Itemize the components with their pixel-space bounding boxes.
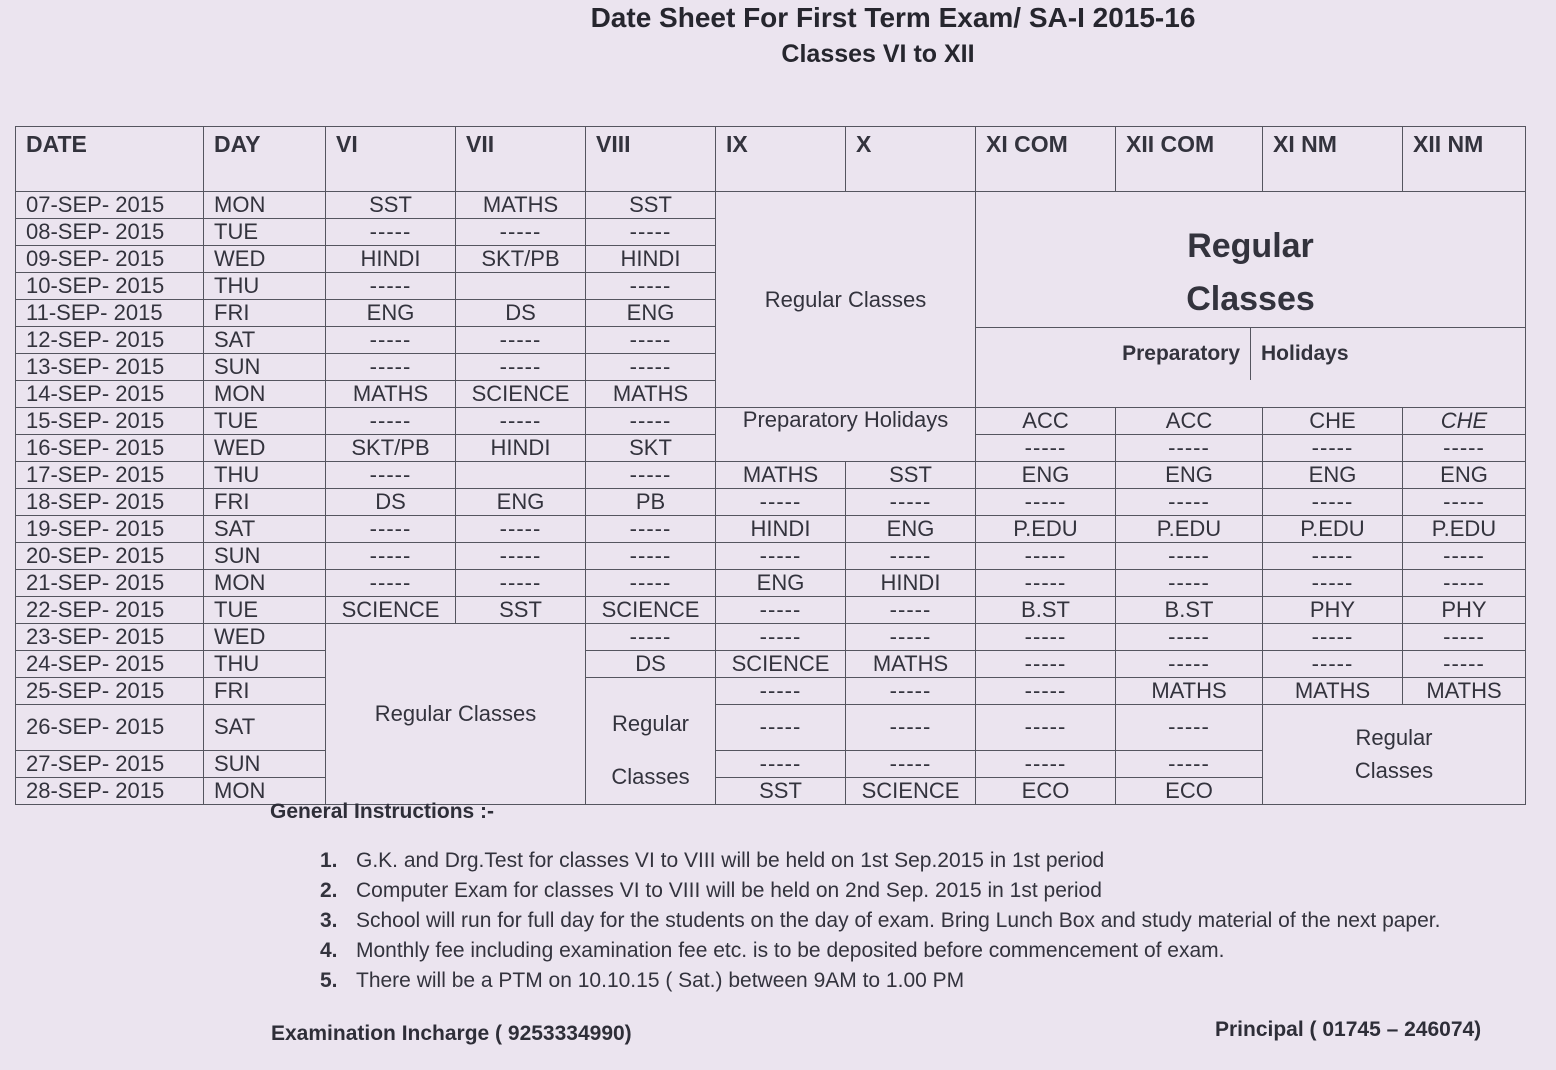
xi-nm-cell: ----- bbox=[1263, 570, 1403, 597]
vi-cell: ----- bbox=[326, 516, 456, 543]
day-cell: WED bbox=[204, 624, 326, 651]
xii-com-cell: ----- bbox=[1116, 651, 1263, 678]
viii-cell: SCIENCE bbox=[586, 597, 716, 624]
x-cell: ----- bbox=[846, 705, 976, 751]
page-subtitle: Classes VI to XII bbox=[781, 40, 975, 68]
xi-nm-cell: ----- bbox=[1263, 624, 1403, 651]
ix-cell: ----- bbox=[716, 750, 846, 777]
x-cell: ----- bbox=[846, 489, 976, 516]
xii-com-cell: ----- bbox=[1116, 705, 1263, 751]
viii-cell: ----- bbox=[586, 354, 716, 381]
ix-x-regular-classes: Regular Classes bbox=[716, 192, 976, 408]
vi-cell: ----- bbox=[326, 354, 456, 381]
xi-com-cell: B.ST bbox=[976, 597, 1116, 624]
vii-cell: ----- bbox=[456, 327, 586, 354]
vi-cell: HINDI bbox=[326, 246, 456, 273]
vii-cell: SST bbox=[456, 597, 586, 624]
day-cell: THU bbox=[204, 273, 326, 300]
date-cell: 09-SEP- 2015 bbox=[16, 246, 204, 273]
viii-regular-classes: Regular Classes bbox=[586, 678, 716, 805]
xi-nm-cell: ----- bbox=[1263, 543, 1403, 570]
xi-nm-cell: ----- bbox=[1263, 651, 1403, 678]
ix-cell: ----- bbox=[716, 489, 846, 516]
col-header-ix: IX bbox=[716, 127, 846, 192]
vi-cell: SST bbox=[326, 192, 456, 219]
xii-nm-cell: MATHS bbox=[1403, 678, 1526, 705]
col-header-xi-nm: XI NM bbox=[1263, 127, 1403, 192]
day-cell: THU bbox=[204, 462, 326, 489]
header-row bbox=[16, 127, 1526, 192]
date-cell: 11-SEP- 2015 bbox=[16, 300, 204, 327]
xii-nm-cell: CHE bbox=[1403, 408, 1526, 435]
instruction-text: There will be a PTM on 10.10.15 ( Sat.) between 9AM to 1.00 PM bbox=[356, 969, 965, 992]
xii-com-cell: ----- bbox=[1116, 624, 1263, 651]
date-cell: 17-SEP- 2015 bbox=[16, 462, 204, 489]
table-row bbox=[16, 489, 1526, 516]
xii-com-cell: MATHS bbox=[1116, 678, 1263, 705]
vii-cell: SKT/PB bbox=[456, 246, 586, 273]
x-cell: HINDI bbox=[846, 570, 976, 597]
xi-com-cell: ----- bbox=[976, 435, 1116, 462]
prep-label: Preparatory bbox=[1122, 342, 1240, 366]
date-cell: 12-SEP- 2015 bbox=[16, 327, 204, 354]
table-row bbox=[16, 597, 1526, 624]
table-row bbox=[16, 543, 1526, 570]
nm-regular-classes: Regular Classes bbox=[1263, 705, 1526, 805]
viii-cell: ENG bbox=[586, 300, 716, 327]
vii-cell: ----- bbox=[456, 570, 586, 597]
col-header-vi: VI bbox=[326, 127, 456, 192]
xi-com-cell: ----- bbox=[976, 624, 1116, 651]
xii-nm-cell: ----- bbox=[1403, 570, 1526, 597]
ix-cell: ----- bbox=[716, 705, 846, 751]
day-cell: TUE bbox=[204, 219, 326, 246]
date-cell: 13-SEP- 2015 bbox=[16, 354, 204, 381]
x-cell: ENG bbox=[846, 516, 976, 543]
col-header-viii: VIII bbox=[586, 127, 716, 192]
xi-com-cell: ----- bbox=[976, 705, 1116, 751]
day-cell: MON bbox=[204, 192, 326, 219]
xi-xii-prep-holidays bbox=[976, 327, 1525, 380]
xii-com-cell: ----- bbox=[1116, 750, 1263, 777]
date-cell: 28-SEP- 2015 bbox=[16, 777, 204, 804]
day-cell: MON bbox=[204, 570, 326, 597]
ix-cell: ENG bbox=[716, 570, 846, 597]
day-cell: MON bbox=[204, 381, 326, 408]
vii-cell: ----- bbox=[456, 408, 586, 435]
ix-cell: ----- bbox=[716, 678, 846, 705]
xi-com-cell: ----- bbox=[976, 678, 1116, 705]
xi-com-cell: ENG bbox=[976, 462, 1116, 489]
date-cell: 21-SEP- 2015 bbox=[16, 570, 204, 597]
viii-cell: PB bbox=[586, 489, 716, 516]
x-cell: MATHS bbox=[846, 651, 976, 678]
vi-cell: ----- bbox=[326, 408, 456, 435]
vi-cell: ENG bbox=[326, 300, 456, 327]
xi-com-cell: ----- bbox=[976, 651, 1116, 678]
instruction-item: 2. Computer Exam for classes VI to VIII will be held on 2nd Sep. 2015 in 1st period bbox=[320, 879, 1102, 902]
vi-vii-regular-classes: Regular Classes bbox=[326, 624, 586, 805]
viii-cell: SKT bbox=[586, 435, 716, 462]
instruction-text: G.K. and Drg.Test for classes VI to VIII will be held on 1st Sep.2015 in 1st period bbox=[356, 849, 1105, 872]
day-cell: SAT bbox=[204, 516, 326, 543]
viii-cell: ----- bbox=[586, 624, 716, 651]
vii-cell: ENG bbox=[456, 489, 586, 516]
xii-nm-cell: ----- bbox=[1403, 435, 1526, 462]
vii-cell: ----- bbox=[456, 516, 586, 543]
xii-com-cell: ----- bbox=[1116, 435, 1263, 462]
vii-cell: MATHS bbox=[456, 192, 586, 219]
x-cell: ----- bbox=[846, 750, 976, 777]
instructions-list bbox=[320, 846, 1440, 996]
table-row bbox=[16, 462, 1526, 489]
vii-cell: DS bbox=[456, 300, 586, 327]
day-cell: SUN bbox=[204, 354, 326, 381]
col-header-vii: VII bbox=[456, 127, 586, 192]
date-cell: 10-SEP- 2015 bbox=[16, 273, 204, 300]
instruction-text: Monthly fee including examination fee etc. is to be deposited before commencement of exam. bbox=[356, 939, 1225, 962]
vi-cell: ----- bbox=[326, 273, 456, 300]
xii-nm-cell: ----- bbox=[1403, 624, 1526, 651]
xi-com-cell: ----- bbox=[976, 489, 1116, 516]
viii-cell: ----- bbox=[586, 273, 716, 300]
xii-com-cell: ----- bbox=[1116, 489, 1263, 516]
xi-nm-cell: MATHS bbox=[1263, 678, 1403, 705]
viii-cell: MATHS bbox=[586, 381, 716, 408]
xi-nm-cell: ----- bbox=[1263, 489, 1403, 516]
page-title: Date Sheet For First Term Exam/ SA-I 2015-16 bbox=[590, 2, 1196, 33]
date-cell: 14-SEP- 2015 bbox=[16, 381, 204, 408]
viii-cell: ----- bbox=[586, 219, 716, 246]
vii-cell: ----- bbox=[456, 219, 586, 246]
date-cell: 18-SEP- 2015 bbox=[16, 489, 204, 516]
xii-com-cell: ENG bbox=[1116, 462, 1263, 489]
xi-com-cell: P.EDU bbox=[976, 516, 1116, 543]
viii-cell: ----- bbox=[586, 543, 716, 570]
xii-com-cell: ----- bbox=[1116, 543, 1263, 570]
instructions-title: General Instructions :- bbox=[270, 800, 495, 823]
instruction-item: 1. G.K. and Drg.Test for classes VI to VIII will be held on 1st Sep.2015 in 1st period bbox=[320, 849, 1105, 872]
xi-nm-cell: PHY bbox=[1263, 597, 1403, 624]
col-header-x: X bbox=[846, 127, 976, 192]
x-cell: ----- bbox=[846, 597, 976, 624]
holidays-label: Holidays bbox=[1250, 328, 1525, 380]
x-cell: ----- bbox=[846, 543, 976, 570]
date-cell: 15-SEP- 2015 bbox=[16, 408, 204, 435]
vi-cell: DS bbox=[326, 489, 456, 516]
viii-cell: HINDI bbox=[586, 246, 716, 273]
xii-com-cell: ACC bbox=[1116, 408, 1263, 435]
xi-com-cell: ----- bbox=[976, 750, 1116, 777]
instruction-text: School will run for full day for the students on the day of exam. Bring Lunch Box and study material of the next paper. bbox=[356, 909, 1441, 932]
xi-com-cell: ACC bbox=[976, 408, 1116, 435]
col-header-xi-com: XI COM bbox=[976, 127, 1116, 192]
date-sheet-table bbox=[15, 126, 1526, 805]
page-title-block bbox=[0, 2, 1556, 69]
date-cell: 16-SEP- 2015 bbox=[16, 435, 204, 462]
viii-cell: ----- bbox=[586, 327, 716, 354]
day-cell: SUN bbox=[204, 543, 326, 570]
table-row bbox=[16, 624, 1526, 651]
vi-cell: ----- bbox=[326, 543, 456, 570]
day-cell: WED bbox=[204, 246, 326, 273]
instruction-item: 3. School will run for full day for the students on the day of exam. Bring Lunch Box and study material of the next paper. bbox=[320, 909, 1441, 932]
principal-contact: Principal ( 01745 – 246074) bbox=[1215, 1018, 1482, 1041]
date-cell: 23-SEP- 2015 bbox=[16, 624, 204, 651]
vi-cell: MATHS bbox=[326, 381, 456, 408]
vi-cell: SCIENCE bbox=[326, 597, 456, 624]
table-row bbox=[16, 705, 1526, 751]
vi-cell: ----- bbox=[326, 570, 456, 597]
date-cell: 07-SEP- 2015 bbox=[16, 192, 204, 219]
viii-cell: ----- bbox=[586, 462, 716, 489]
xii-com-cell: ECO bbox=[1116, 777, 1263, 804]
table-row bbox=[16, 192, 1526, 219]
day-cell: SAT bbox=[204, 327, 326, 354]
ix-cell: HINDI bbox=[716, 516, 846, 543]
day-cell: FRI bbox=[204, 489, 326, 516]
viii-cell: DS bbox=[586, 651, 716, 678]
table-row bbox=[16, 570, 1526, 597]
vii-cell bbox=[456, 462, 586, 489]
day-cell: THU bbox=[204, 651, 326, 678]
xi-com-cell: ECO bbox=[976, 777, 1116, 804]
date-cell: 22-SEP- 2015 bbox=[16, 597, 204, 624]
xii-nm-cell: PHY bbox=[1403, 597, 1526, 624]
viii-cell: ----- bbox=[586, 408, 716, 435]
vi-cell: ----- bbox=[326, 327, 456, 354]
vi-cell: ----- bbox=[326, 462, 456, 489]
col-header-xii-nm: XII NM bbox=[1403, 127, 1526, 192]
ix-cell: SCIENCE bbox=[716, 651, 846, 678]
day-cell: TUE bbox=[204, 408, 326, 435]
xi-nm-cell: CHE bbox=[1263, 408, 1403, 435]
instruction-item: 5. There will be a PTM on 10.10.15 ( Sat.) between 9AM to 1.00 PM bbox=[320, 969, 965, 992]
ix-cell: MATHS bbox=[716, 462, 846, 489]
day-cell: SUN bbox=[204, 750, 326, 777]
date-cell: 19-SEP- 2015 bbox=[16, 516, 204, 543]
ix-cell: ----- bbox=[716, 597, 846, 624]
x-cell: ----- bbox=[846, 678, 976, 705]
xi-nm-cell: ----- bbox=[1263, 435, 1403, 462]
table-row bbox=[16, 516, 1526, 543]
xii-nm-cell: ----- bbox=[1403, 543, 1526, 570]
xi-nm-cell: P.EDU bbox=[1263, 516, 1403, 543]
x-cell: SCIENCE bbox=[846, 777, 976, 804]
table-row bbox=[16, 408, 1526, 435]
day-cell: FRI bbox=[204, 678, 326, 705]
x-cell: ----- bbox=[846, 624, 976, 651]
vi-cell: SKT/PB bbox=[326, 435, 456, 462]
vii-cell: ----- bbox=[456, 543, 586, 570]
xi-com-cell: ----- bbox=[976, 570, 1116, 597]
xi-nm-cell: ENG bbox=[1263, 462, 1403, 489]
x-cell: SST bbox=[846, 462, 976, 489]
date-cell: 27-SEP- 2015 bbox=[16, 750, 204, 777]
vi-cell: ----- bbox=[326, 219, 456, 246]
date-cell: 08-SEP- 2015 bbox=[16, 219, 204, 246]
day-cell: TUE bbox=[204, 597, 326, 624]
day-cell: SAT bbox=[204, 705, 326, 751]
date-cell: 20-SEP- 2015 bbox=[16, 543, 204, 570]
table-row bbox=[16, 678, 1526, 705]
xii-nm-cell: ----- bbox=[1403, 489, 1526, 516]
vii-cell bbox=[456, 273, 586, 300]
xii-com-cell: P.EDU bbox=[1116, 516, 1263, 543]
ix-cell: SST bbox=[716, 777, 846, 804]
xii-com-cell: B.ST bbox=[1116, 597, 1263, 624]
ix-cell: ----- bbox=[716, 624, 846, 651]
ix-x-preparatory-holidays: Preparatory Holidays bbox=[716, 408, 976, 462]
xi-xii-regular-block bbox=[976, 192, 1526, 408]
table-row bbox=[16, 651, 1526, 678]
xii-nm-cell: P.EDU bbox=[1403, 516, 1526, 543]
day-cell: MON bbox=[204, 777, 326, 804]
xii-nm-cell: ----- bbox=[1403, 651, 1526, 678]
date-cell: 25-SEP- 2015 bbox=[16, 678, 204, 705]
viii-cell: ----- bbox=[586, 570, 716, 597]
xii-com-cell: ----- bbox=[1116, 570, 1263, 597]
vii-cell: SCIENCE bbox=[456, 381, 586, 408]
xii-nm-cell: ENG bbox=[1403, 462, 1526, 489]
instruction-text: Computer Exam for classes VI to VIII will be held on 2nd Sep. 2015 in 1st period bbox=[356, 879, 1102, 902]
col-header-date: DATE bbox=[16, 127, 204, 192]
ix-cell: ----- bbox=[716, 543, 846, 570]
viii-cell: ----- bbox=[586, 516, 716, 543]
viii-cell: SST bbox=[586, 192, 716, 219]
date-cell: 24-SEP- 2015 bbox=[16, 651, 204, 678]
day-cell: WED bbox=[204, 435, 326, 462]
examination-incharge: Examination Incharge ( 9253334990) bbox=[271, 1022, 632, 1045]
instruction-item: 4. Monthly fee including examination fee etc. is to be deposited before commencement of exam. bbox=[320, 939, 1225, 962]
xi-xii-regular-classes: Regular Classes bbox=[1186, 227, 1315, 318]
vii-cell: ----- bbox=[456, 354, 586, 381]
day-cell: FRI bbox=[204, 300, 326, 327]
col-header-day: DAY bbox=[204, 127, 326, 192]
date-cell: 26-SEP- 2015 bbox=[16, 705, 204, 751]
col-header-xii-com: XII COM bbox=[1116, 127, 1263, 192]
vii-cell: HINDI bbox=[456, 435, 586, 462]
xi-com-cell: ----- bbox=[976, 543, 1116, 570]
